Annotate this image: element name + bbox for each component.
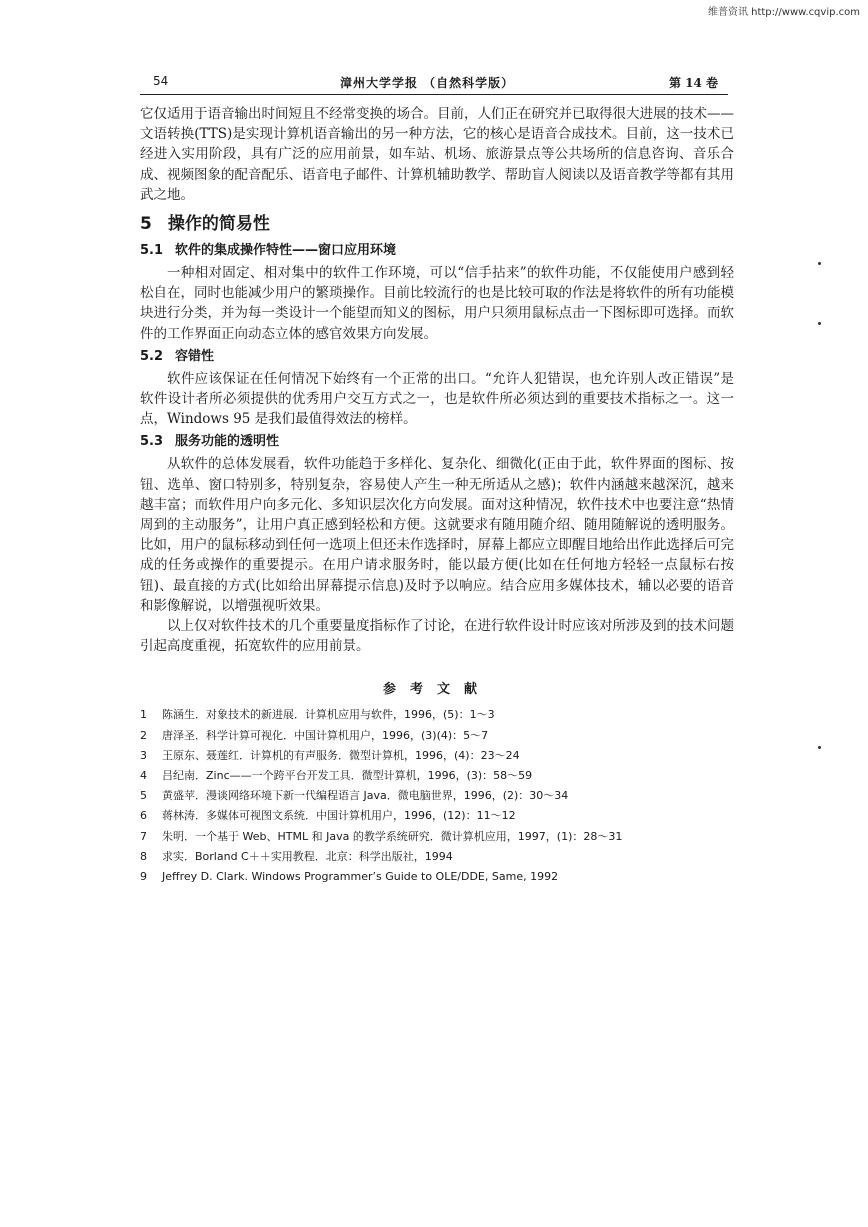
journal-title: 漳州大学学报 （自然科学版） bbox=[340, 76, 515, 90]
references-heading: 参考文献 bbox=[382, 682, 491, 698]
subsection-heading-5-1 bbox=[140, 241, 734, 261]
paragraph: 从软件的总体发展看，软件功能趋于多样化、复杂化、细微化(正由于此，软件界面的图标、按钮、选单、窗口特别多，特别复杂，容易使人产生一种无所适从之感)；软件内涵越来越深沉，越来越丰富；而软件用户向多元化、多知识层次化方向发展。面对这种情况，软件技术中也要注意“热情周到的主动服务”，让用户真正感到轻松和方便。这就要求有随用随介绍、随用随解说的透明服务。比如，用户的鼠标移动到任何一选项上但还未作选择时，屏幕上都应立即醒目地给出作此选择后可完成的任务或操作的重要提示。在用户请求服务时，能以最方便(比如在任何地方轻轻一点鼠标右按钮)、最直接的方式(比如给出屏幕提示信息)及时予以响应。结合应用多媒体技术，辅以必要的语音和影像解说，以增强视听效果。 bbox=[140, 456, 734, 614]
reference-item bbox=[140, 786, 734, 806]
subsection-title: 容错性 bbox=[175, 348, 215, 364]
subsection-title: 软件的集成操作特性——窗口应用环境 bbox=[175, 243, 397, 259]
subsection-heading-5-3 bbox=[140, 432, 734, 452]
scan-speck bbox=[818, 322, 821, 325]
reference-text: 陈涵生．对象技术的新进展．计算机应用与软件，1996，(5)：1～3 bbox=[162, 708, 495, 722]
reference-text: 黄盛苹．漫谈网络环境下新一代编程语言 Java．微电脑世界，1996，(2)：30～34 bbox=[162, 789, 569, 803]
reference-number: 4 bbox=[140, 769, 147, 783]
intro-paragraph: 它仅适用于语音输出时间短且不经常变换的场合。目前，人们正在研究并已取得很大进展的技术——文语转换(TTS)是实现计算机语音输出的另一种方法，它的核心是语音合成技术。目前，这一技术已经进入实用阶段，具有广泛的应用前景，如车站、机场、旅游景点等公共场所的信息咨询、音乐合成、视频图象的配音配乐、语音电子邮件、计算机辅助教学、帮助盲人阅读以及语音教学等都有其用武之地。 bbox=[140, 106, 734, 203]
reference-number: 7 bbox=[140, 829, 147, 843]
section-heading bbox=[140, 211, 734, 237]
subsection-heading-5-2 bbox=[140, 347, 734, 367]
scan-speck bbox=[818, 262, 821, 265]
page-number: 54 bbox=[153, 74, 169, 88]
reference-item bbox=[140, 827, 734, 847]
reference-item bbox=[140, 766, 734, 786]
reference-item bbox=[140, 867, 734, 887]
reference-text: 王原东、聂莲红．计算机的有声服务．微型计算机，1996，(4)：23～24 bbox=[162, 748, 520, 762]
watermark: 维普资讯 http://www.cqvip.com bbox=[707, 7, 860, 18]
subsection-number: 5.1 bbox=[140, 243, 164, 259]
article-body bbox=[140, 104, 734, 887]
reference-text: 吕纪南．Zinc——一个跨平台开发工具．微型计算机，1996，(3)：58～59 bbox=[162, 769, 533, 783]
reference-number: 2 bbox=[140, 728, 147, 742]
reference-text: Jeffrey D. Clark. Windows Programmer’s Guide to OLE/DDE, Same, 1992 bbox=[162, 870, 559, 884]
subsection-number: 5.2 bbox=[140, 348, 164, 364]
subsection-number: 5.3 bbox=[140, 434, 164, 450]
paragraph: 软件应该保证在任何情况下始终有一个正常的出口。“允许人犯错误，也允许别人改正错误”是软件设计者所必须提供的优秀用户交互方式之一，也是软件所必须达到的重要技术指标之一。这一点，Windows 95 是我们最值得效法的榜样。 bbox=[140, 370, 734, 428]
section-title: 操作的简易性 bbox=[167, 214, 270, 235]
reference-text: 求实．Borland C＋＋实用教程．北京：科学出版社，1994 bbox=[162, 849, 453, 863]
section-number: 5 bbox=[140, 214, 152, 235]
reference-number: 5 bbox=[140, 789, 147, 803]
subsection-title: 服务功能的透明性 bbox=[175, 434, 280, 450]
reference-number: 1 bbox=[140, 708, 147, 722]
reference-number: 9 bbox=[140, 870, 147, 884]
reference-item bbox=[140, 726, 734, 746]
paragraph: 以上仅对软件技术的几个重要量度指标作了讨论，在进行软件设计时应该对所涉及到的技术问题引起高度重视，拓宽软件的应用前景。 bbox=[140, 618, 734, 655]
reference-number: 6 bbox=[140, 809, 147, 823]
reference-number: 8 bbox=[140, 849, 147, 863]
reference-text: 蒋林涛．多媒体可视图文系统．中国计算机用户，1996，(12)：11～12 bbox=[162, 809, 516, 823]
reference-number: 3 bbox=[140, 748, 147, 762]
volume-label: 第 14 卷 bbox=[668, 76, 718, 90]
reference-text: 唐泽圣．科学计算可视化．中国计算机用户，1996，(3)(4)：5～7 bbox=[162, 728, 489, 742]
reference-item bbox=[140, 806, 734, 826]
paragraph: 一种相对固定、相对集中的软件工作环境，可以“信手拈来”的软件功能，不仅能使用户感到轻松自在，同时也能减少用户的繁琐操作。目前比较流行的也是比较可取的作法是将软件的所有功能模块进行分类，并为每一类设计一个能望而知义的图标，用户只须用鼠标点击一下图标即可选择。而软件的工作界面正向动态立体的感官效果方向发展。 bbox=[140, 265, 734, 342]
scan-speck bbox=[818, 746, 821, 749]
reference-item bbox=[140, 847, 734, 867]
reference-list bbox=[140, 705, 734, 887]
reference-item bbox=[140, 746, 734, 766]
running-header bbox=[140, 72, 728, 95]
reference-text: 朱明．一个基于 Web、HTML 和 Java 的教学系统研究．微计算机应用，1997，(1)：28～31 bbox=[162, 829, 623, 843]
reference-item bbox=[140, 705, 734, 725]
